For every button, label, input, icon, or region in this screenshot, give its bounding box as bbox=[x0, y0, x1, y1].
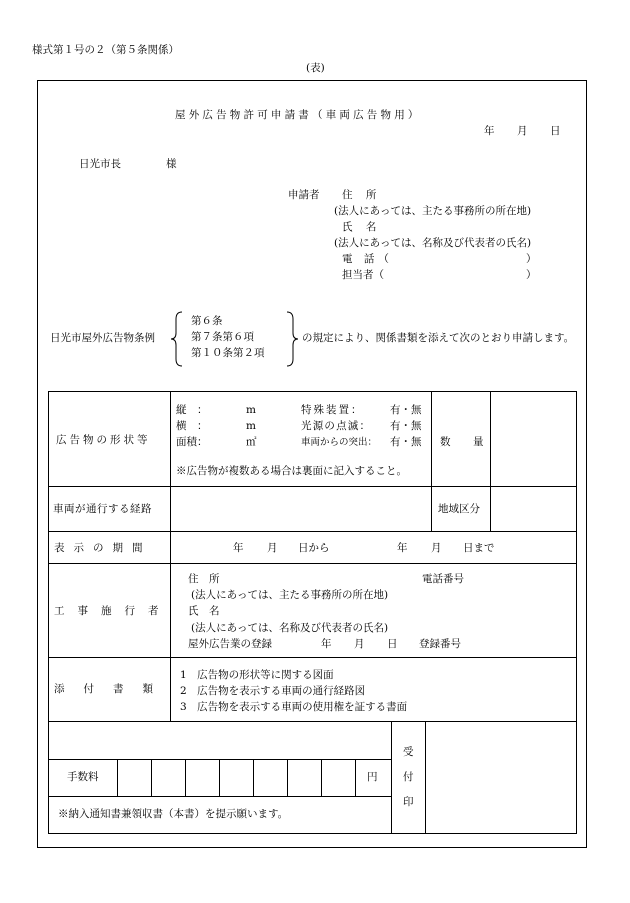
form-number: 様式第１号の２（第５条関係） bbox=[32, 44, 179, 56]
contractor-reg-number: 登録番号 bbox=[419, 638, 461, 650]
date-month: 月 bbox=[517, 125, 528, 137]
shape-label: 広告物の形状等 bbox=[56, 434, 151, 446]
applicant-address-note: (法人にあっては、主たる事務所の所在地) bbox=[334, 205, 532, 217]
period-from-month: 月 bbox=[267, 542, 278, 554]
form-title: 屋外広告物許可申請書（車両広告物用） bbox=[175, 109, 422, 121]
shape-area-label: 面積： bbox=[176, 436, 208, 448]
applicant-contact-close: ） bbox=[526, 269, 537, 281]
applicant-contact-label: 担当者（ bbox=[342, 269, 384, 281]
stamp-char-3: 印 bbox=[403, 796, 414, 808]
attachment-item-2: 2 広告物を表示する車両の通行経路図 bbox=[180, 685, 366, 697]
vehicle-protrusion-value: 有・無 bbox=[390, 436, 422, 448]
applicant-phone-label: 電 話（ bbox=[342, 253, 393, 265]
ordinance-article-1: 第６条 bbox=[191, 315, 223, 327]
form-side-label: (表) bbox=[306, 62, 325, 74]
date-year: 年 bbox=[484, 125, 495, 137]
applicant-address-label: 住 所 bbox=[342, 189, 382, 201]
contractor-phone-label: 電話番号 bbox=[422, 573, 464, 585]
contractor-name-note: (法人にあっては、名称及び代表者の氏名) bbox=[191, 622, 389, 634]
contractor-registration-label: 屋外広告業の登録 bbox=[188, 638, 272, 650]
receipt-note: ※納入通知書兼領収書（本書）を提示願います。 bbox=[58, 808, 289, 820]
contractor-reg-day: 日 bbox=[387, 638, 398, 650]
left-brace-icon bbox=[170, 311, 184, 367]
contractor-name-label: 氏 名 bbox=[188, 605, 220, 617]
applicant-name-note: (法人にあっては、名称及び代表者の氏名) bbox=[334, 237, 532, 249]
honorific: 様 bbox=[166, 158, 177, 170]
date-day: 日 bbox=[550, 125, 561, 137]
special-device-label: 特殊装置： bbox=[301, 404, 364, 416]
quantity-label: 数 量 bbox=[440, 436, 490, 448]
area-label: 地域区分 bbox=[438, 503, 480, 515]
applicant-label: 申請者 bbox=[288, 189, 320, 201]
shape-width-unit: m bbox=[246, 420, 256, 432]
contractor-label: 工事施行者 bbox=[54, 605, 172, 617]
fee-label: 手数料 bbox=[67, 771, 99, 783]
route-label: 車両が通行する経路 bbox=[53, 503, 152, 515]
light-blink-label: 光源の点滅： bbox=[301, 420, 372, 432]
right-brace-icon bbox=[285, 311, 299, 367]
light-blink-value: 有・無 bbox=[390, 420, 422, 432]
period-from-day: 日から bbox=[298, 542, 330, 554]
shape-height-label: 縦 ： bbox=[176, 404, 208, 416]
fee-unit: 円 bbox=[367, 771, 378, 783]
shape-height-unit: m bbox=[246, 404, 256, 416]
ordinance-suffix: の規定により、関係書類を添えて次のとおり申請します。 bbox=[302, 332, 575, 344]
addressee: 日光市長 bbox=[79, 158, 121, 170]
attachment-item-1: 1 広告物の形状等に関する図面 bbox=[180, 669, 334, 681]
ordinance-article-3: 第１０条第２項 bbox=[191, 347, 265, 359]
shape-width-label: 横 ： bbox=[176, 420, 208, 432]
special-device-value: 有・無 bbox=[390, 404, 422, 416]
contractor-address-label: 住 所 bbox=[188, 573, 220, 585]
applicant-name-label: 氏 名 bbox=[342, 221, 382, 233]
shape-area-unit: ㎡ bbox=[246, 436, 257, 448]
vehicle-protrusion-label: 車両からの突出： bbox=[301, 437, 378, 448]
period-to-month: 月 bbox=[431, 542, 442, 554]
contractor-address-note: (法人にあっては、主たる事務所の所在地) bbox=[191, 589, 389, 601]
stamp-char-2: 付 bbox=[403, 771, 414, 783]
period-to-year: 年 bbox=[397, 542, 408, 554]
period-label: 表示の期間 bbox=[54, 542, 152, 554]
ordinance-name: 日光市屋外広告物条例 bbox=[50, 332, 155, 344]
stamp-char-1: 受 bbox=[403, 746, 414, 758]
contractor-reg-year: 年 bbox=[321, 638, 332, 650]
attachment-item-3: 3 広告物を表示する車両の使用権を証する書面 bbox=[180, 701, 408, 713]
contractor-reg-month: 月 bbox=[354, 638, 365, 650]
period-from-year: 年 bbox=[233, 542, 244, 554]
shape-note: ※広告物が複数ある場合は裏面に記入すること。 bbox=[176, 465, 407, 477]
period-to-day: 日まで bbox=[463, 542, 495, 554]
ordinance-article-2: 第７条第６項 bbox=[191, 331, 254, 343]
attachments-label: 添付書類 bbox=[54, 683, 172, 695]
applicant-phone-close: ） bbox=[526, 253, 537, 265]
